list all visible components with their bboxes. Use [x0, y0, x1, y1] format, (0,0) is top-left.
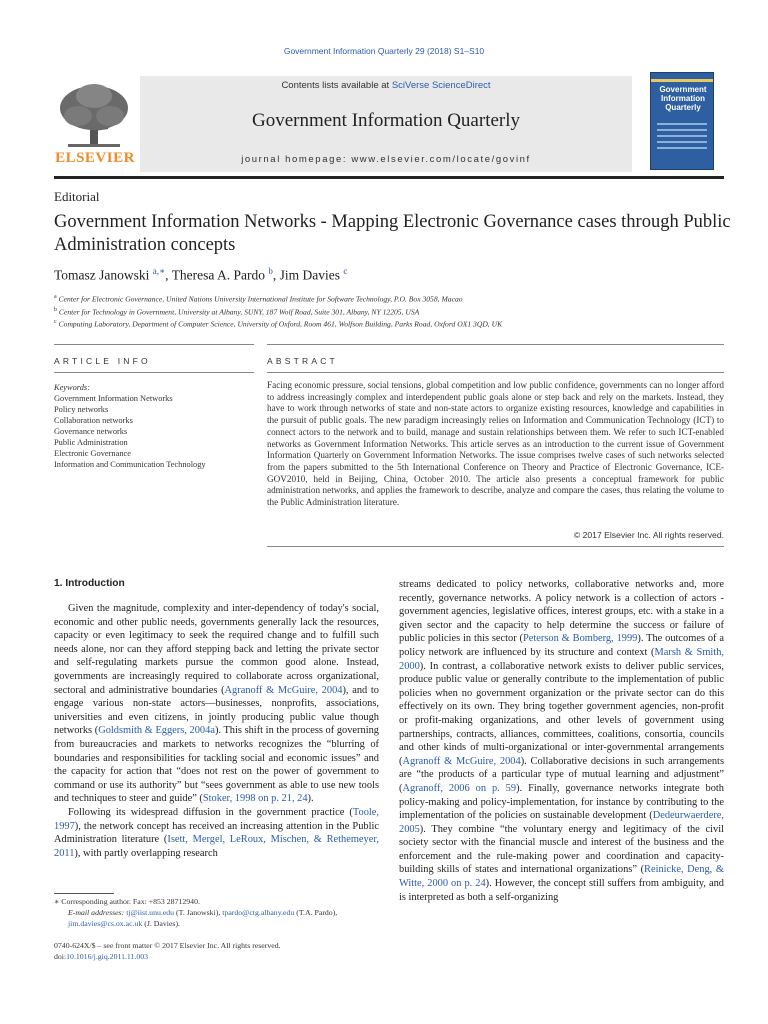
article-title: Government Information Networks - Mapping Electronic Governance cases through Public Administration concepts — [54, 212, 731, 255]
email-link[interactable]: tpardo@ctg.albany.edu — [222, 908, 295, 917]
text-run: ), and to engage various non-state actors—businesses, nonprofits, associations, universities and even citizens, in jointly producing public value though networks ( — [54, 684, 379, 737]
text-run: Given the magnitude, complexity and inter-dependency of today's social, economic and other public needs, governments generally lack the resources, capacity or even legitimacy to seek the required change and to fulfill such needs alone, nor can they afford stepping back and letting the private sector and self-regulating markets pursue the common good alone. Instead, governments are increasingly required to collaborate across organizational, sectoral and administrative boundaries ( — [54, 603, 379, 696]
text-run: ). This shift in the process of governing from bureaucracies and markets to networks recognizes the “blurring of boundaries and responsibilities for tackling social and economic issues” and the capacity for action that “does not rest on the power of government to command or use its authority” but “sees government as able to use new tools and techniques to steer and guide” ( — [54, 725, 379, 805]
abstract-heading: ABSTRACT — [267, 356, 338, 366]
cover-decoration — [657, 123, 707, 153]
citation-link[interactable]: Agranoff, 2006 on p. 59 — [402, 782, 517, 794]
homepage-prefix: journal homepage: — [241, 154, 352, 165]
doi-prefix: doi: — [54, 952, 67, 961]
affiliation — [54, 292, 724, 305]
cover-title: Government Information Quarterly — [659, 85, 707, 112]
email-label: E-mail addresses: — [68, 908, 127, 917]
article-info-heading: ARTICLE INFO — [54, 356, 151, 366]
keywords-list — [54, 382, 254, 470]
affiliation-marker: a — [54, 294, 57, 300]
email-owner: (T.A. Pardo), — [294, 908, 338, 917]
body-column-right — [399, 578, 724, 904]
citation-link[interactable]: Toole, 1997 — [54, 806, 379, 832]
citation-link[interactable]: Goldsmith & Eggers, 2004a — [98, 725, 215, 737]
journal-cover-image — [650, 72, 714, 170]
article-info-rule — [54, 372, 254, 373]
author-affil-marker[interactable]: c — [343, 266, 348, 276]
email-owner: (T. Janowski), — [174, 908, 223, 917]
section-heading: 1. Introduction — [54, 578, 125, 589]
doi-link[interactable]: 10.1016/j.giq.2011.11.003 — [66, 952, 149, 961]
cover-band — [651, 79, 713, 82]
text-run: ), with partly overlapping research — [74, 847, 218, 859]
affiliation — [54, 317, 724, 330]
corresponding-author-note: ∗ Corresponding author. Fax: +853 28712940. — [54, 897, 200, 906]
text-run: ). The outcomes of a policy network are influenced by its structure and context ( — [399, 633, 724, 658]
citation-link[interactable]: Agranoff & McGuire, 2004 — [224, 684, 343, 696]
affiliations — [54, 292, 724, 330]
keyword: Electronic Governance — [54, 449, 131, 458]
issn-doi — [54, 940, 379, 962]
affiliation-text: Center for Technology in Government, University at Albany, SUNY, 187 Wolf Road, Suite 301, Albany, NY 12205, USA — [58, 307, 420, 317]
text-run: ). Collaborative decisions in such arrangements are “the products of a particular type of mutual learning and adjustment” ( — [399, 755, 724, 794]
email-link[interactable]: jim.davies@cs.ox.ac.uk — [68, 919, 143, 928]
publisher-name: ELSEVIER — [55, 150, 135, 166]
email-note — [54, 907, 379, 929]
citation-link[interactable]: Peterson & Bomberg, 1999 — [523, 633, 638, 645]
keyword: Policy networks — [54, 405, 109, 414]
citation-link[interactable]: Dedeurwaerdere, 2005 — [399, 810, 724, 835]
citation-link[interactable]: Isett, Mergel, LeRoux, Mischen, & Rethemeyer, 2011 — [54, 834, 379, 859]
doi-line — [54, 951, 379, 962]
affiliation-marker: c — [54, 319, 57, 326]
text-run: ). They combine “the voluntary energy and legitimacy of the civil society sector with the financial muscle and interest of the business and the enforcement and the rule-making power and coordination and capacity-building skills of states and international organizations” ( — [399, 823, 724, 876]
text-run: Following its widespread diffusion in the government practice ( — [68, 806, 353, 818]
keyword: Collaboration networks — [54, 416, 133, 425]
text-run: ). — [307, 793, 314, 805]
author-list: Tomasz Janowski $^{a,∗}$, Theresa A. Pardo $^b$, Jim Davies $^c$ — [54, 266, 348, 283]
email-owner: (J. Davies). — [142, 919, 180, 928]
journal-homepage — [140, 154, 632, 165]
abstract-rule-bottom — [267, 546, 724, 547]
footnotes — [54, 896, 379, 929]
article-info-rule-top — [54, 344, 254, 345]
citation-link[interactable]: Marsh & Smith, 2000 — [399, 646, 724, 672]
citation-link[interactable]: Agranoff & McGuire, 2004 — [402, 755, 521, 767]
keyword: Governance networks — [54, 427, 128, 436]
keyword: Government Information Networks — [54, 394, 173, 403]
keywords-label: Keywords: — [54, 383, 90, 392]
author-name: Jim Davies — [279, 267, 341, 283]
affiliation-text: Center for Electronic Governance, United Nations University International Institute for Software Technology, P.O. Box 3058, Macao — [58, 294, 463, 304]
author-name: Theresa A. Pardo — [171, 267, 266, 283]
footnote-rule — [54, 893, 114, 894]
affiliation — [54, 305, 724, 318]
text-run: ). Finally, governance networks integrate both policy-making and policy-implementation, for instance by contributing to the implementation of the policies on sustainable development ( — [399, 782, 724, 822]
author-affil-marker[interactable]: a,∗ — [152, 266, 166, 276]
copyright: © 2017 Elsevier Inc. All rights reserved. — [573, 530, 724, 540]
article-type: Editorial — [54, 189, 100, 204]
homepage-link[interactable]: www.elsevier.com/locate/govinf — [351, 154, 531, 165]
keyword: Public Administration — [54, 438, 128, 447]
issn-line: 0740-624X/$ – see front matter © 2017 Elsevier Inc. All rights reserved. — [54, 941, 281, 950]
journal-title: Government Information Quarterly — [251, 110, 521, 131]
contents-prefix: Contents lists available at — [281, 80, 392, 91]
contents-line — [140, 80, 632, 91]
citation-link[interactable]: Stoker, 1998 on p. 21, 24 — [202, 793, 308, 805]
email-link[interactable]: tj@iist.unu.edu — [126, 908, 175, 917]
body-paragraph — [54, 806, 379, 860]
abstract-text: Facing economic pressure, social tensions, global competition and low public confidence, governments can no longer afford to address increasingly complex and interdependent public goals alone or step back and rely on the markets. Instead, they have to work through networks of state and non-state actors to organize existing resources, knowledge and capabilities in the pursuit of public goals. The new paradigm increasingly relies on Information and Communication Technology (ICT) to connect actors to the network and to build, manage and sustain relationships between them. We refer to such ICT-enabled networks as Government Information Networks. This article serves as an introduction to the current issue of Government Information Quarterly on Government Information Networks. The issue comprises twelve cases of such networks selected from the papers submitted to the 5th International Conference on Theory and Practice of Electronic Governance, ICE-GOV2010, held in Beijing, China, October 2010. The article also presents a conceptual framework for public administration networks, and applies the framework to describe, analyze and compare the cases, thus relating the volume to the Public Administration literature. — [267, 380, 724, 508]
citation-link[interactable]: Reinicke, Deng, & Witte, 2000 on p. 24 — [399, 864, 724, 890]
body-column-left — [54, 602, 379, 860]
text-run: ). In contrast, a collaborative network exists to deliver public services, produce public value or generally contribute to the implementation of public policies when no government organization or the private sector can do this effectively on its own. They bring together government agencies, non-profit or profit-making organizations, and other levels of government using partnerships, contracts, alliances, committees, coalitions, consortia, councils and other kinds of multi-organizational or inter-governmental arrangements ( — [399, 660, 724, 767]
abstract-rule — [267, 372, 724, 373]
header-rule — [54, 176, 724, 179]
body-paragraph — [54, 602, 379, 806]
affiliation-marker: b — [54, 306, 57, 313]
author-affil-marker[interactable]: b — [268, 266, 273, 276]
journal-citation: Government Information Quarterly 29 (2018) S1–S10 — [283, 46, 485, 56]
text-run: ), the network concept has received an increasing attention in the Public Administration literature ( — [54, 820, 379, 846]
abstract-rule-top — [267, 344, 724, 345]
keyword: Information and Communication Technology — [54, 460, 206, 469]
text-run: streams dedicated to policy networks, collaborative networks and, more recently, governance networks. A policy network is a collection of actors - government agencies, legislative offices, interest groups, etc. with a stake in a given sector and the capacity to help determine the success or failure of public policies in this sector ( — [399, 579, 724, 645]
sciencedirect-link[interactable]: SciVerse ScienceDirect — [391, 80, 491, 91]
body-paragraph — [399, 578, 724, 904]
text-run: ). However, the concept still suffers from ambiguity, and is interpreted as both a self-organizing — [399, 878, 724, 903]
author-name: Tomasz Janowski — [54, 267, 150, 283]
affiliation-text: Computing Laboratory, Department of Computer Science, University of Oxford, Room 461, Wolfson Building, Parks Road, Oxford OX1 3QD, UK — [58, 319, 503, 329]
